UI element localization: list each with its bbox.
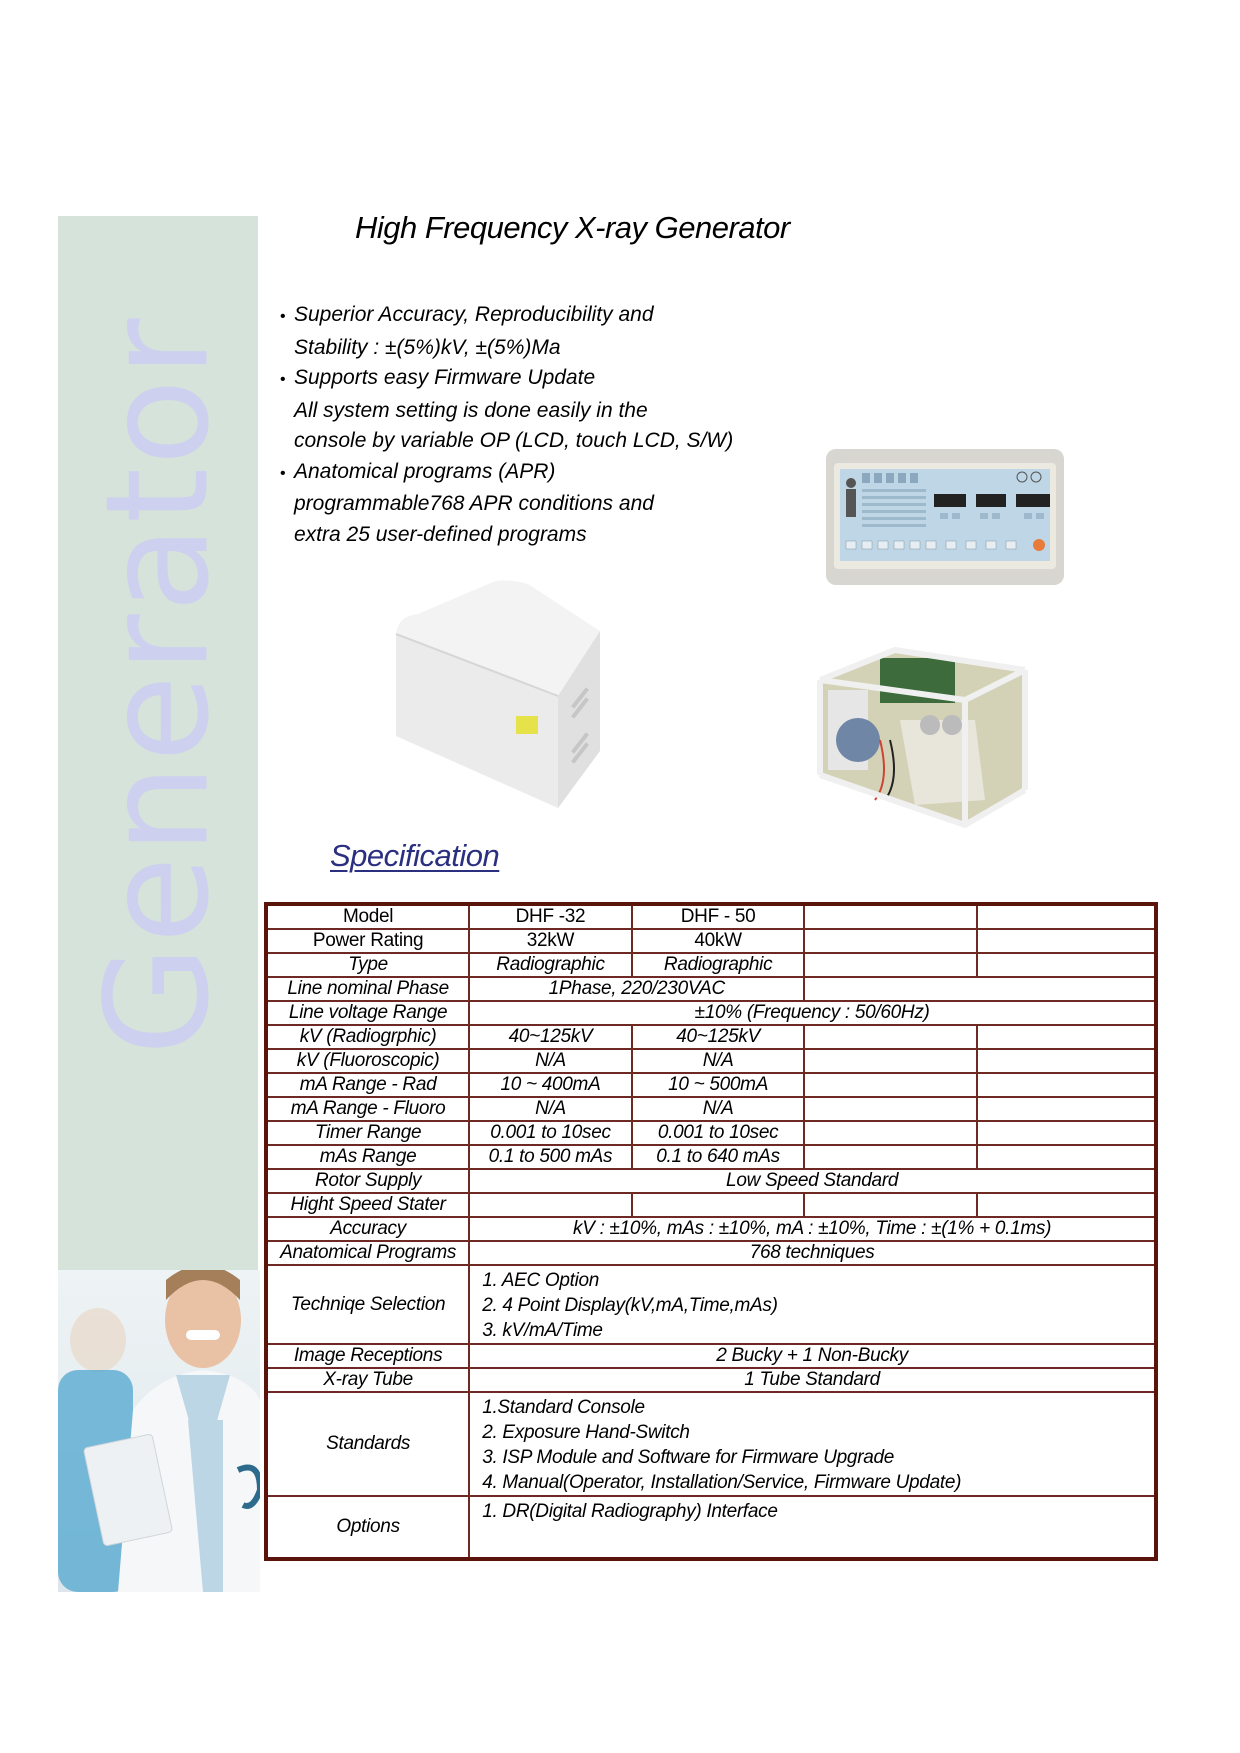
cell: 0.1 to 640 mAs — [632, 1145, 805, 1169]
table-row-phase — [266, 977, 1156, 1001]
cell — [804, 1121, 977, 1145]
specification-heading: Specification — [330, 838, 500, 873]
feature-item — [280, 363, 733, 457]
row-label: Hight Speed Stater — [266, 1193, 469, 1217]
cell — [977, 1193, 1156, 1217]
cell — [977, 1145, 1156, 1169]
cell: Radiographic — [469, 953, 632, 977]
row-label: Type — [266, 953, 469, 977]
table-row-options — [266, 1496, 1156, 1559]
table-row-image-receptions — [266, 1344, 1156, 1368]
list-item: 1. DR(Digital Radiography) Interface — [482, 1501, 778, 1522]
feature-text: programmable768 APR conditions and — [294, 492, 654, 515]
cell: 40kW — [632, 929, 805, 953]
doctor-photo — [58, 1270, 260, 1592]
table-row-kv-rad — [266, 1025, 1156, 1049]
cell — [804, 977, 1156, 1001]
list-item: 1. AEC Option — [482, 1270, 600, 1291]
feature-text: All system setting is done easily in the — [294, 398, 648, 422]
cell: 0.1 to 500 mAs — [469, 1145, 632, 1169]
table-row-model — [266, 904, 1156, 929]
table-row-ma-fluoro — [266, 1097, 1156, 1121]
cell-list — [469, 1265, 1156, 1344]
cell: 40~125kV — [632, 1025, 805, 1049]
cell-list — [469, 1496, 1156, 1559]
table-row-kv-fluoro — [266, 1049, 1156, 1073]
cell — [804, 904, 977, 929]
table-row-anatomical — [266, 1241, 1156, 1265]
cell: Low Speed Standard — [469, 1169, 1156, 1193]
cell — [804, 1097, 977, 1121]
specification-table — [264, 902, 1158, 1561]
table-row-stater — [266, 1193, 1156, 1217]
cell: N/A — [469, 1097, 632, 1121]
row-label: kV (Radiogrphic) — [266, 1025, 469, 1049]
sidebar-watermark: Generator — [75, 316, 241, 1056]
table-row-rotor — [266, 1169, 1156, 1193]
row-label: Line voltage Range — [266, 1001, 469, 1025]
cell: Radiographic — [632, 953, 805, 977]
cell-list — [469, 1392, 1156, 1496]
cell — [804, 929, 977, 953]
cell: 768 techniques — [469, 1241, 1156, 1265]
cell: 10 ~ 500mA — [632, 1073, 805, 1097]
cell: 1 Tube Standard — [469, 1368, 1156, 1392]
cell — [804, 1193, 977, 1217]
cell — [804, 1145, 977, 1169]
bullet-icon: • — [280, 371, 286, 388]
list-item: 2. 4 Point Display(kV,mA,Time,mAs) — [482, 1295, 778, 1316]
row-label: Timer Range — [266, 1121, 469, 1145]
cell — [977, 904, 1156, 929]
feature-text: Supports easy Firmware Update — [294, 366, 596, 389]
list-item: 4. Manual(Operator, Installation/Service, Firmware Update) — [482, 1472, 962, 1493]
table-row-voltage — [266, 1001, 1156, 1025]
feature-text: Superior Accuracy, Reproducibility and — [294, 303, 654, 326]
cell: 2 Bucky + 1 Non-Bucky — [469, 1344, 1156, 1368]
console-control-panel-photo — [826, 449, 1064, 585]
table-row-ma-rad — [266, 1073, 1156, 1097]
row-label: Accuracy — [266, 1217, 469, 1241]
feature-text: console by variable OP (LCD, touch LCD, S/W) — [294, 429, 734, 452]
cell: 0.001 to 10sec — [632, 1121, 805, 1145]
cell — [804, 1025, 977, 1049]
generator-cabinet-photo — [388, 576, 610, 814]
cell: N/A — [632, 1049, 805, 1073]
row-label: kV (Fluoroscopic) — [266, 1049, 469, 1073]
cell — [469, 1193, 632, 1217]
feature-item — [280, 457, 733, 551]
row-label: Model — [266, 904, 469, 929]
cell — [804, 1049, 977, 1073]
feature-text: Stability : ±(5%)kV, ±(5%)Ma — [294, 335, 561, 359]
list-item: 3. kV/mA/Time — [482, 1320, 603, 1341]
row-label: Line nominal Phase — [266, 977, 469, 1001]
cell: DHF - 50 — [632, 904, 805, 929]
feature-item — [280, 300, 733, 363]
cell — [977, 1121, 1156, 1145]
cell — [632, 1193, 805, 1217]
row-label: Options — [266, 1496, 469, 1559]
row-label: X-ray Tube — [266, 1368, 469, 1392]
generator-internal-photo — [800, 640, 1032, 830]
feature-text: extra 25 user-defined programs — [294, 522, 587, 546]
cell: N/A — [632, 1097, 805, 1121]
cell: N/A — [469, 1049, 632, 1073]
cell: 32kW — [469, 929, 632, 953]
cell: 40~125kV — [469, 1025, 632, 1049]
cell: 1Phase, 220/230VAC — [469, 977, 804, 1001]
row-label: mA Range - Fluoro — [266, 1097, 469, 1121]
row-label: Anatomical Programs — [266, 1241, 469, 1265]
row-label: Techniqe Selection — [266, 1265, 469, 1344]
row-label: mA Range - Rad — [266, 1073, 469, 1097]
list-item: 2. Exposure Hand-Switch — [482, 1422, 690, 1443]
cell: ±10% (Frequency : 50/60Hz) — [469, 1001, 1156, 1025]
row-label: mAs Range — [266, 1145, 469, 1169]
table-row-accuracy — [266, 1217, 1156, 1241]
row-label: Standards — [266, 1392, 469, 1496]
cell — [977, 1049, 1156, 1073]
cell — [804, 1073, 977, 1097]
feature-text: Anatomical programs (APR) — [294, 459, 556, 483]
cell — [977, 1097, 1156, 1121]
cell — [804, 953, 977, 977]
cell: 10 ~ 400mA — [469, 1073, 632, 1097]
row-label: Image Receptions — [266, 1344, 469, 1368]
row-label: Rotor Supply — [266, 1169, 469, 1193]
bullet-icon: • — [280, 308, 286, 325]
table-row-standards — [266, 1392, 1156, 1496]
list-item: 1.Standard Console — [482, 1397, 645, 1418]
cell: DHF -32 — [469, 904, 632, 929]
row-label: Power Rating — [266, 929, 469, 953]
table-row-technique — [266, 1265, 1156, 1344]
table-row-type — [266, 953, 1156, 977]
cell — [977, 929, 1156, 953]
cell — [977, 953, 1156, 977]
table-row-mas — [266, 1145, 1156, 1169]
page-title: High Frequency X-ray Generator — [355, 210, 790, 245]
table-row-timer — [266, 1121, 1156, 1145]
feature-list — [280, 300, 733, 550]
cell — [977, 1025, 1156, 1049]
bullet-icon: • — [280, 464, 286, 482]
list-item: 3. ISP Module and Software for Firmware Upgrade — [482, 1447, 895, 1468]
cell: 0.001 to 10sec — [469, 1121, 632, 1145]
cell: kV : ±10%, mAs : ±10%, mA : ±10%, Time : ±(1% + 0.1ms) — [469, 1217, 1156, 1241]
cell — [977, 1073, 1156, 1097]
table-row-power — [266, 929, 1156, 953]
table-row-tube — [266, 1368, 1156, 1392]
